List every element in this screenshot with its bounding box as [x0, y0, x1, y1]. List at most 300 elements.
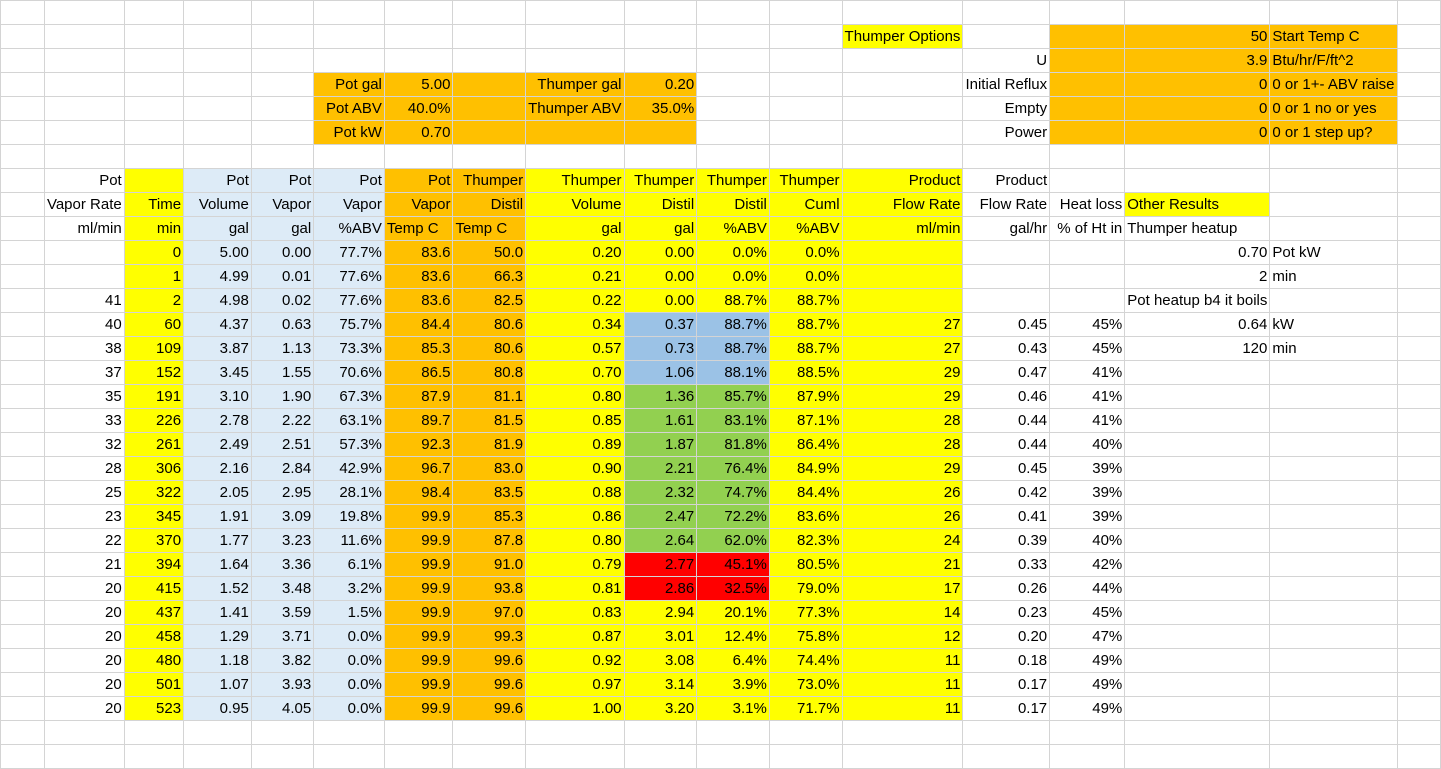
cell[interactable] — [384, 1, 453, 25]
cell[interactable] — [1050, 1, 1125, 25]
cell[interactable] — [1397, 313, 1440, 337]
table-cell[interactable]: 0.00 — [624, 265, 697, 289]
table-cell[interactable]: 0.41 — [963, 505, 1050, 529]
cell[interactable] — [1, 721, 45, 745]
table-cell[interactable]: 2.51 — [251, 433, 313, 457]
cell[interactable] — [1, 697, 45, 721]
cell[interactable] — [842, 73, 963, 97]
cell[interactable] — [1397, 265, 1440, 289]
table-cell[interactable]: 99.9 — [384, 601, 453, 625]
table-cell[interactable] — [842, 241, 963, 265]
table-cell[interactable]: 26 — [842, 505, 963, 529]
table-cell[interactable]: 3.71 — [251, 625, 313, 649]
pot-gal-value[interactable]: 5.00 — [384, 73, 453, 97]
table-cell[interactable]: 0.81 — [526, 577, 624, 601]
table-cell[interactable]: 45% — [1050, 337, 1125, 361]
table-cell[interactable]: 2.21 — [624, 457, 697, 481]
cell[interactable] — [453, 1, 526, 25]
table-cell[interactable]: 80.6 — [453, 313, 526, 337]
empty-value[interactable]: 0 — [1125, 97, 1270, 121]
table-cell[interactable]: 0.01 — [251, 265, 313, 289]
cell[interactable] — [124, 25, 183, 49]
table-cell[interactable]: 73.3% — [314, 337, 385, 361]
table-cell[interactable]: 99.9 — [384, 505, 453, 529]
table-cell[interactable]: 99.9 — [384, 625, 453, 649]
column-header[interactable]: Vapor — [384, 193, 453, 217]
empty-hint[interactable]: 0 or 1 no or yes — [1270, 97, 1397, 121]
cell[interactable] — [1125, 409, 1270, 433]
column-header[interactable]: gal — [624, 217, 697, 241]
table-cell[interactable]: 11 — [842, 649, 963, 673]
table-cell[interactable]: 44% — [1050, 577, 1125, 601]
cell[interactable] — [963, 145, 1050, 169]
table-cell[interactable]: 5.00 — [184, 241, 252, 265]
table-cell[interactable]: 4.99 — [184, 265, 252, 289]
cell[interactable] — [1125, 553, 1270, 577]
table-cell[interactable]: 20 — [44, 673, 124, 697]
column-header[interactable]: gal/hr — [963, 217, 1050, 241]
cell[interactable] — [1397, 457, 1440, 481]
table-cell[interactable]: 85.7% — [697, 385, 770, 409]
cell[interactable] — [453, 25, 526, 49]
cell[interactable] — [624, 121, 697, 145]
table-cell[interactable]: 32.5% — [697, 577, 770, 601]
table-cell[interactable]: 57.3% — [314, 433, 385, 457]
table-cell[interactable]: 1.64 — [184, 553, 252, 577]
table-cell[interactable] — [1050, 289, 1125, 313]
cell[interactable] — [624, 49, 697, 73]
table-cell[interactable]: 25 — [44, 481, 124, 505]
table-cell[interactable]: 0.97 — [526, 673, 624, 697]
cell[interactable] — [453, 121, 526, 145]
table-cell[interactable]: 76.4% — [697, 457, 770, 481]
heatup-pot-kw-value[interactable]: 0.70 — [1125, 241, 1270, 265]
table-cell[interactable]: 261 — [124, 433, 183, 457]
table-cell[interactable] — [44, 265, 124, 289]
empty-label[interactable]: Empty — [963, 97, 1050, 121]
table-cell[interactable]: 3.48 — [251, 577, 313, 601]
table-cell[interactable]: 0.47 — [963, 361, 1050, 385]
cell[interactable] — [384, 745, 453, 769]
table-cell[interactable]: 0 — [124, 241, 183, 265]
table-cell[interactable]: 77.7% — [314, 241, 385, 265]
cell[interactable] — [384, 25, 453, 49]
table-cell[interactable]: 40 — [44, 313, 124, 337]
cell[interactable] — [1125, 673, 1270, 697]
table-cell[interactable]: 1 — [124, 265, 183, 289]
cell[interactable] — [1125, 385, 1270, 409]
cell[interactable] — [963, 25, 1050, 49]
cell[interactable] — [1125, 625, 1270, 649]
cell[interactable] — [526, 49, 624, 73]
table-cell[interactable]: 99.9 — [384, 553, 453, 577]
cell[interactable] — [1, 121, 45, 145]
cell[interactable] — [1397, 97, 1440, 121]
column-header[interactable]: Vapor Rate — [44, 193, 124, 217]
table-cell[interactable] — [1050, 241, 1125, 265]
table-cell[interactable]: 74.7% — [697, 481, 770, 505]
cell[interactable] — [1270, 529, 1397, 553]
table-cell[interactable]: 28.1% — [314, 481, 385, 505]
cell[interactable] — [526, 721, 624, 745]
cell[interactable] — [1397, 121, 1440, 145]
cell[interactable] — [1, 313, 45, 337]
table-cell[interactable]: 88.7% — [769, 313, 842, 337]
pot-heatup-kw-value[interactable]: 0.64 — [1125, 313, 1270, 337]
table-cell[interactable]: 2.95 — [251, 481, 313, 505]
cell[interactable] — [1, 529, 45, 553]
cell[interactable] — [1, 361, 45, 385]
cell[interactable] — [1270, 169, 1397, 193]
u-unit[interactable]: Btu/hr/F/ft^2 — [1270, 49, 1397, 73]
column-header[interactable]: Flow Rate — [963, 193, 1050, 217]
table-cell[interactable]: 3.82 — [251, 649, 313, 673]
cell[interactable] — [1, 745, 45, 769]
table-cell[interactable]: 35 — [44, 385, 124, 409]
cell[interactable] — [1050, 121, 1125, 145]
table-cell[interactable]: 191 — [124, 385, 183, 409]
cell[interactable] — [1270, 409, 1397, 433]
table-cell[interactable] — [963, 289, 1050, 313]
initial-reflux-hint[interactable]: 0 or 1+- ABV raise — [1270, 73, 1397, 97]
table-cell[interactable]: 370 — [124, 529, 183, 553]
table-cell[interactable]: 75.8% — [769, 625, 842, 649]
column-header[interactable]: gal — [526, 217, 624, 241]
table-cell[interactable]: 0.00 — [624, 241, 697, 265]
cell[interactable] — [44, 49, 124, 73]
table-cell[interactable]: 28 — [842, 433, 963, 457]
cell[interactable] — [963, 721, 1050, 745]
cell[interactable] — [1270, 457, 1397, 481]
table-cell[interactable]: 1.13 — [251, 337, 313, 361]
cell[interactable] — [1397, 25, 1440, 49]
cell[interactable] — [251, 49, 313, 73]
column-header[interactable]: Pot — [314, 169, 385, 193]
column-header[interactable]: Heat loss — [1050, 193, 1125, 217]
cell[interactable] — [697, 745, 770, 769]
u-label[interactable]: U — [963, 49, 1050, 73]
cell[interactable] — [44, 97, 124, 121]
table-cell[interactable]: 28 — [44, 457, 124, 481]
table-cell[interactable]: 97.0 — [453, 601, 526, 625]
cell[interactable] — [1270, 217, 1397, 241]
cell[interactable] — [842, 745, 963, 769]
table-cell[interactable]: 29 — [842, 361, 963, 385]
column-header[interactable]: ml/min — [44, 217, 124, 241]
cell[interactable] — [1270, 673, 1397, 697]
table-cell[interactable]: 3.9% — [697, 673, 770, 697]
table-cell[interactable]: 0.83 — [526, 601, 624, 625]
cell[interactable] — [1125, 649, 1270, 673]
table-cell[interactable]: 0.0% — [314, 649, 385, 673]
table-cell[interactable]: 0.86 — [526, 505, 624, 529]
table-cell[interactable]: 71.7% — [769, 697, 842, 721]
column-header[interactable]: gal — [251, 217, 313, 241]
cell[interactable] — [124, 721, 183, 745]
pot-abv-label[interactable]: Pot ABV — [314, 97, 385, 121]
cell[interactable] — [1050, 25, 1125, 49]
table-cell[interactable]: 67.3% — [314, 385, 385, 409]
cell[interactable] — [1050, 145, 1125, 169]
cell[interactable] — [1270, 145, 1397, 169]
table-cell[interactable] — [842, 265, 963, 289]
table-cell[interactable]: 2.32 — [624, 481, 697, 505]
column-header[interactable]: Temp C — [384, 217, 453, 241]
table-cell[interactable]: 45.1% — [697, 553, 770, 577]
pot-kw-label[interactable]: Pot kW — [314, 121, 385, 145]
cell[interactable] — [1397, 73, 1440, 97]
cell[interactable] — [1125, 721, 1270, 745]
table-cell[interactable]: 74.4% — [769, 649, 842, 673]
cell[interactable] — [1, 193, 45, 217]
cell[interactable] — [1397, 505, 1440, 529]
cell[interactable] — [624, 25, 697, 49]
column-header[interactable]: Cuml — [769, 193, 842, 217]
column-header[interactable]: % of Ht in — [1050, 217, 1125, 241]
table-cell[interactable]: 84.4 — [384, 313, 453, 337]
cell[interactable] — [1, 169, 45, 193]
cell[interactable] — [1, 409, 45, 433]
table-cell[interactable]: 39% — [1050, 457, 1125, 481]
table-cell[interactable] — [963, 265, 1050, 289]
cell[interactable] — [1125, 601, 1270, 625]
table-cell[interactable] — [1050, 265, 1125, 289]
table-cell[interactable]: 2.64 — [624, 529, 697, 553]
table-cell[interactable]: 3.36 — [251, 553, 313, 577]
cell[interactable] — [1, 217, 45, 241]
table-cell[interactable]: 3.09 — [251, 505, 313, 529]
column-header[interactable] — [124, 169, 183, 193]
table-cell[interactable]: 1.18 — [184, 649, 252, 673]
cell[interactable] — [251, 97, 313, 121]
table-cell[interactable]: 0.34 — [526, 313, 624, 337]
cell[interactable] — [697, 1, 770, 25]
table-cell[interactable]: 47% — [1050, 625, 1125, 649]
table-cell[interactable]: 19.8% — [314, 505, 385, 529]
table-cell[interactable]: 82.3% — [769, 529, 842, 553]
cell[interactable] — [1, 337, 45, 361]
table-cell[interactable]: 480 — [124, 649, 183, 673]
table-cell[interactable]: 20 — [44, 697, 124, 721]
table-cell[interactable]: 3.2% — [314, 577, 385, 601]
cell[interactable] — [1, 25, 45, 49]
table-cell[interactable]: 28 — [842, 409, 963, 433]
table-cell[interactable]: 81.5 — [453, 409, 526, 433]
cell[interactable] — [1397, 697, 1440, 721]
cell[interactable] — [1397, 217, 1440, 241]
cell[interactable] — [184, 1, 252, 25]
table-cell[interactable]: 49% — [1050, 697, 1125, 721]
thumper-gal-label[interactable]: Thumper gal — [526, 73, 624, 97]
table-cell[interactable]: 3.20 — [624, 697, 697, 721]
table-cell[interactable]: 0.0% — [769, 241, 842, 265]
table-cell[interactable]: 83.1% — [697, 409, 770, 433]
pot-heatup-min-value[interactable]: 120 — [1125, 337, 1270, 361]
cell[interactable] — [1, 601, 45, 625]
table-cell[interactable]: 80.8 — [453, 361, 526, 385]
cell[interactable] — [251, 721, 313, 745]
cell[interactable] — [251, 745, 313, 769]
cell[interactable] — [1397, 289, 1440, 313]
table-cell[interactable]: 83.6% — [769, 505, 842, 529]
table-cell[interactable]: 523 — [124, 697, 183, 721]
cell[interactable] — [624, 721, 697, 745]
cell[interactable] — [1, 505, 45, 529]
cell[interactable] — [769, 49, 842, 73]
cell[interactable] — [124, 745, 183, 769]
table-cell[interactable]: 88.7% — [697, 337, 770, 361]
cell[interactable] — [697, 721, 770, 745]
table-cell[interactable]: 41% — [1050, 409, 1125, 433]
cell[interactable] — [1270, 505, 1397, 529]
cell[interactable] — [1270, 577, 1397, 601]
cell[interactable] — [842, 721, 963, 745]
table-cell[interactable]: 99.6 — [453, 673, 526, 697]
column-header[interactable]: Thumper heatup — [1125, 217, 1270, 241]
table-cell[interactable]: 70.6% — [314, 361, 385, 385]
table-cell[interactable]: 80.5% — [769, 553, 842, 577]
table-cell[interactable]: 11 — [842, 697, 963, 721]
cell[interactable] — [1, 385, 45, 409]
table-cell[interactable]: 42.9% — [314, 457, 385, 481]
table-cell[interactable]: 0.18 — [963, 649, 1050, 673]
column-header[interactable]: Product — [842, 169, 963, 193]
table-cell[interactable]: 0.80 — [526, 529, 624, 553]
cell[interactable] — [1, 649, 45, 673]
cell[interactable] — [1050, 49, 1125, 73]
table-cell[interactable]: 3.23 — [251, 529, 313, 553]
table-cell[interactable]: 0.70 — [526, 361, 624, 385]
table-cell[interactable]: 3.08 — [624, 649, 697, 673]
cell[interactable] — [769, 145, 842, 169]
cell[interactable] — [184, 73, 252, 97]
table-cell[interactable]: 20.1% — [697, 601, 770, 625]
cell[interactable] — [1, 73, 45, 97]
column-header[interactable]: Thumper — [624, 169, 697, 193]
table-cell[interactable]: 1.06 — [624, 361, 697, 385]
cell[interactable] — [1397, 745, 1440, 769]
cell[interactable] — [1270, 745, 1397, 769]
table-cell[interactable]: 42% — [1050, 553, 1125, 577]
table-cell[interactable]: 88.7% — [697, 313, 770, 337]
cell[interactable] — [842, 1, 963, 25]
table-cell[interactable]: 0.87 — [526, 625, 624, 649]
cell[interactable] — [769, 721, 842, 745]
table-cell[interactable]: 26 — [842, 481, 963, 505]
cell[interactable] — [842, 121, 963, 145]
column-header[interactable]: Thumper — [453, 169, 526, 193]
cell[interactable] — [1397, 169, 1440, 193]
table-cell[interactable]: 0.26 — [963, 577, 1050, 601]
table-cell[interactable]: 89.7 — [384, 409, 453, 433]
thumper-gal-value[interactable]: 0.20 — [624, 73, 697, 97]
table-cell[interactable]: 1.55 — [251, 361, 313, 385]
table-cell[interactable]: 0.20 — [526, 241, 624, 265]
cell[interactable] — [1, 97, 45, 121]
table-cell[interactable]: 0.02 — [251, 289, 313, 313]
table-cell[interactable]: 88.5% — [769, 361, 842, 385]
table-cell[interactable]: 3.10 — [184, 385, 252, 409]
table-cell[interactable]: 2.49 — [184, 433, 252, 457]
table-cell[interactable]: 91.0 — [453, 553, 526, 577]
table-cell[interactable]: 0.85 — [526, 409, 624, 433]
table-cell[interactable]: 2.78 — [184, 409, 252, 433]
cell[interactable] — [769, 121, 842, 145]
cell[interactable] — [1397, 577, 1440, 601]
table-cell[interactable]: 0.37 — [624, 313, 697, 337]
table-cell[interactable]: 86.4% — [769, 433, 842, 457]
cell[interactable] — [697, 25, 770, 49]
cell[interactable] — [384, 721, 453, 745]
table-cell[interactable]: 2.84 — [251, 457, 313, 481]
table-cell[interactable]: 50.0 — [453, 241, 526, 265]
table-cell[interactable]: 11 — [842, 673, 963, 697]
cell[interactable] — [124, 145, 183, 169]
cell[interactable] — [184, 25, 252, 49]
cell[interactable] — [453, 49, 526, 73]
table-cell[interactable]: 20 — [44, 649, 124, 673]
cell[interactable] — [1397, 193, 1440, 217]
power-hint[interactable]: 0 or 1 step up? — [1270, 121, 1397, 145]
cell[interactable] — [1125, 457, 1270, 481]
cell[interactable] — [1270, 601, 1397, 625]
table-cell[interactable]: 0.89 — [526, 433, 624, 457]
cell[interactable] — [1270, 481, 1397, 505]
table-cell[interactable]: 415 — [124, 577, 183, 601]
table-cell[interactable]: 0.46 — [963, 385, 1050, 409]
cell[interactable] — [184, 49, 252, 73]
table-cell[interactable]: 0.45 — [963, 457, 1050, 481]
table-cell[interactable]: 3.1% — [697, 697, 770, 721]
cell[interactable] — [1, 241, 45, 265]
table-cell[interactable]: 85.3 — [453, 505, 526, 529]
cell[interactable] — [1, 1, 45, 25]
column-header[interactable]: %ABV — [314, 217, 385, 241]
table-cell[interactable]: 12 — [842, 625, 963, 649]
cell[interactable] — [1050, 745, 1125, 769]
cell[interactable] — [1270, 1, 1397, 25]
table-cell[interactable]: 2 — [124, 289, 183, 313]
table-cell[interactable]: 2.77 — [624, 553, 697, 577]
table-cell[interactable]: 99.9 — [384, 649, 453, 673]
cell[interactable] — [1125, 361, 1270, 385]
cell[interactable] — [769, 97, 842, 121]
table-cell[interactable]: 41 — [44, 289, 124, 313]
cell[interactable] — [1270, 433, 1397, 457]
cell[interactable] — [44, 145, 124, 169]
table-cell[interactable]: 29 — [842, 385, 963, 409]
table-cell[interactable]: 0.57 — [526, 337, 624, 361]
pot-heatup-min-unit[interactable]: min — [1270, 337, 1397, 361]
cell[interactable] — [184, 721, 252, 745]
cell[interactable] — [1, 481, 45, 505]
table-cell[interactable]: 2.86 — [624, 577, 697, 601]
start-temp-unit[interactable]: Start Temp C — [1270, 25, 1397, 49]
heatup-pot-kw-label[interactable]: Pot kW — [1270, 241, 1397, 265]
table-cell[interactable]: 0.33 — [963, 553, 1050, 577]
table-cell[interactable]: 88.7% — [769, 337, 842, 361]
pot-kw-value[interactable]: 0.70 — [384, 121, 453, 145]
thumper-options-title[interactable]: Thumper Options — [842, 25, 963, 49]
table-cell[interactable] — [44, 241, 124, 265]
cell[interactable] — [453, 145, 526, 169]
table-cell[interactable]: 0.92 — [526, 649, 624, 673]
cell[interactable] — [453, 721, 526, 745]
table-cell[interactable]: 88.7% — [697, 289, 770, 313]
table-cell[interactable]: 17 — [842, 577, 963, 601]
cell[interactable] — [624, 745, 697, 769]
column-header[interactable]: Pot — [44, 169, 124, 193]
